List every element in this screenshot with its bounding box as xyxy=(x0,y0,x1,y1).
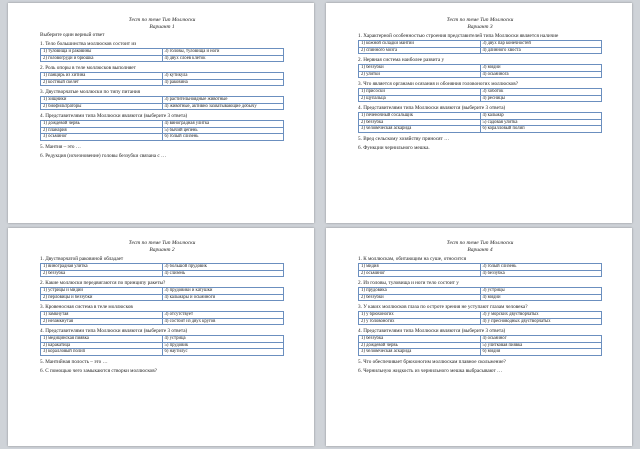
answer-option: 2) костный скелет xyxy=(41,79,163,86)
answer-option: 3) коралловый полип xyxy=(41,349,163,356)
answer-option: 1) мидия xyxy=(359,264,481,271)
question-block xyxy=(40,65,284,86)
question-block xyxy=(358,33,602,54)
answer-row xyxy=(41,318,284,325)
answer-option: 1) печеночный сосальщик xyxy=(359,113,481,120)
answer-option: 4) мидии xyxy=(480,294,602,301)
answer-option: 1) у брюхоногих xyxy=(359,312,481,319)
test-page-variant-4 xyxy=(326,228,632,446)
answer-row xyxy=(41,294,284,301)
variant-label: Вариант 2 xyxy=(149,246,175,253)
answer-option: 4) двух слоев клеток xyxy=(162,55,284,62)
answer-option: 3) двух пар конечностей xyxy=(480,41,602,48)
question-block xyxy=(358,328,602,356)
answer-option: 2) беззубка xyxy=(359,119,481,126)
question-text: 3. Двустворчатые моллюски по типу питания xyxy=(40,89,141,95)
answer-option: 2) улитки xyxy=(359,71,481,78)
answer-option: 4) устрица xyxy=(162,336,284,343)
question-block xyxy=(358,57,602,78)
answer-option: 2) биофильтраторы xyxy=(41,103,163,110)
answer-options-table xyxy=(40,263,284,277)
test-page-variant-2 xyxy=(8,228,314,446)
answer-options-table xyxy=(40,120,284,141)
test-title: Тест по теме Тип Моллюски xyxy=(128,17,196,23)
answer-option: 2) незамкнутая xyxy=(41,318,163,325)
answer-option: 1) хищники xyxy=(41,97,163,104)
answer-option: 3) у морских двустворчатых xyxy=(480,312,602,319)
question-block xyxy=(40,41,284,62)
answer-option: 2) осьминог xyxy=(359,270,481,277)
answer-option: 3) человеческая аскарида xyxy=(359,349,481,356)
test-page-variant-1 xyxy=(8,3,314,223)
answer-row xyxy=(359,294,602,301)
answer-option: 1) дождевой червь xyxy=(41,121,163,128)
question-block xyxy=(40,280,284,301)
answer-option: 1) беззубка xyxy=(359,336,481,343)
answer-option: 2) планария xyxy=(41,127,163,134)
answer-options-table xyxy=(40,48,284,62)
answer-option: 4) осьминог xyxy=(480,336,602,343)
answer-option: 5) садовая улитка xyxy=(480,119,602,126)
answer-option: 4) виноградная улитка xyxy=(162,121,284,128)
answer-option: 2) спинного мозга xyxy=(359,47,481,54)
open-question: 6. Редукция (исчезновение) головы беззубки связана с … xyxy=(40,152,167,159)
answer-row xyxy=(359,47,602,54)
answer-option: 3) отсутствует xyxy=(162,312,284,319)
open-question: 5. Что обеспечивает брюхоногим моллюскам плавное скольжение? xyxy=(358,358,506,365)
answer-option: 5) улитковая пиявка xyxy=(480,342,602,349)
question-block xyxy=(358,280,602,301)
answer-option: 6) мидия xyxy=(480,349,602,356)
question-block xyxy=(40,256,284,277)
answer-option: 1) панцирь из хитина xyxy=(41,73,163,80)
instructions: Выберите один верный ответ xyxy=(40,32,105,38)
answer-options-table xyxy=(358,40,602,54)
answer-options-table xyxy=(358,287,602,301)
answer-option: 1) беззубки xyxy=(359,65,481,72)
answer-option: 3) кутикула xyxy=(162,73,284,80)
answer-option: 1) замкнутая xyxy=(41,312,163,319)
answer-option: 2) беззубка xyxy=(41,270,163,277)
answer-option: 4) длинного хвоста xyxy=(480,47,602,54)
question-block xyxy=(358,105,602,133)
answer-option: 2) беззубки xyxy=(359,294,481,301)
question-text: 2. Нервная система наиболее развита у xyxy=(358,57,445,63)
answer-options-table xyxy=(40,96,284,110)
answer-option: 4) осьминога xyxy=(480,71,602,78)
answer-options-table xyxy=(40,72,284,86)
question-text: 4. Представителями типа Моллюски являются (выберите 3 ответа) xyxy=(40,328,188,334)
variant-label: Вариант 1 xyxy=(149,23,175,30)
answer-row xyxy=(41,79,284,86)
answer-row xyxy=(41,55,284,62)
answer-option: 2) у головоногих xyxy=(359,318,481,325)
answer-option: 3) хоботок xyxy=(480,89,602,96)
answer-row xyxy=(41,103,284,110)
test-title: Тест по теме Тип Моллюски xyxy=(446,240,514,246)
answer-option: 3) растительноядные животные xyxy=(162,97,284,104)
answer-option: 2) головогруди и брюшка xyxy=(41,55,163,62)
answer-row xyxy=(359,318,602,325)
answer-option: 4) беззубка xyxy=(480,270,602,277)
answer-options-table xyxy=(358,64,602,78)
answer-option: 3) голый слизень xyxy=(480,264,602,271)
test-title: Тест по теме Тип Моллюски xyxy=(446,17,514,23)
answer-row xyxy=(359,126,602,133)
question-text: 3. Кровеносная система в теле моллюсков xyxy=(40,304,133,310)
open-question: 5. Мантийная полость – это … xyxy=(40,358,108,365)
answer-options-table xyxy=(358,263,602,277)
answer-row xyxy=(41,349,284,356)
question-text: 4. Представителями типа Моллюски являются (выберите 3 ответа) xyxy=(358,105,506,111)
answer-option: 4) кальмары и осьминоги xyxy=(162,294,284,301)
answer-option: 1) присоски xyxy=(359,89,481,96)
question-text: 2. Роль опоры в теле моллюсков выполняет xyxy=(40,65,136,71)
answer-options-table xyxy=(40,311,284,325)
answer-option: 4) кальмар xyxy=(480,113,602,120)
page-content xyxy=(40,240,284,374)
answer-option: 1) кожной складки мантии xyxy=(359,41,481,48)
answer-option: 5) прудовик xyxy=(162,342,284,349)
answer-option: 3) головы, туловища и ноги xyxy=(162,49,284,56)
answer-row xyxy=(41,134,284,141)
question-text: 1. Двустворчатой раковиной обладает xyxy=(40,256,124,262)
answer-option: 2) перловицы и беззубки xyxy=(41,294,163,301)
answer-row xyxy=(359,71,602,78)
page-content xyxy=(40,17,284,159)
answer-options-table xyxy=(358,335,602,356)
question-block xyxy=(40,89,284,110)
answer-options-table xyxy=(358,88,602,102)
answer-option: 4) животные, активно захватывающие добычу xyxy=(162,103,284,110)
page-content xyxy=(358,240,602,374)
question-block xyxy=(40,304,284,325)
answer-option: 1) туловища и раковины xyxy=(41,49,163,56)
answer-option: 5) бычий цепень xyxy=(162,127,284,134)
question-block xyxy=(40,113,284,141)
question-text: 2. Какие моллюски передвигаются по принципу ракеты? xyxy=(40,280,166,286)
answer-option: 3) человеческая аскарида xyxy=(359,126,481,133)
answer-option: 3) большой прудовик xyxy=(162,264,284,271)
answer-option: 2) каракатица xyxy=(41,342,163,349)
question-text: 3. Что является органами осязания и обоняния головоногих моллюсков? xyxy=(358,81,518,87)
answer-option: 1) устрицы и мидии xyxy=(41,288,163,295)
answer-option: 3) мидии xyxy=(480,65,602,72)
answer-options-table xyxy=(358,311,602,325)
open-question: 6. Функции чернильного мешка. xyxy=(358,144,430,151)
question-text: 1. Тело большинства моллюсков состоит из xyxy=(40,41,137,47)
answer-option: 4) состоит из двух кругов xyxy=(162,318,284,325)
answer-option: 4) слизень xyxy=(162,270,284,277)
question-block xyxy=(358,304,602,325)
question-text: 1. Характерной особенностью строения представителей типа Моллюски является наличие xyxy=(358,33,559,39)
answer-option: 4) у пресноводных двустворчатых xyxy=(480,318,602,325)
question-text: 1. К моллюскам, обитающим на суше, относится xyxy=(358,256,467,262)
question-text: 4. Представителями типа Моллюски являются (выберите 3 ответа) xyxy=(358,328,506,334)
answer-option: 4) ресницы xyxy=(480,95,602,102)
variant-label: Вариант 3 xyxy=(467,23,493,30)
answer-options-table xyxy=(40,287,284,301)
question-block xyxy=(358,256,602,277)
page-content xyxy=(358,17,602,151)
test-page-variant-3 xyxy=(326,3,632,223)
answer-option: 2) дождевой червь xyxy=(359,342,481,349)
answer-options-table xyxy=(40,335,284,356)
answer-row xyxy=(359,95,602,102)
answer-option: 1) прудовика xyxy=(359,288,481,295)
answer-option: 2) щупальца xyxy=(359,95,481,102)
question-block xyxy=(40,328,284,356)
open-question: 5. Вред сельскому хозяйству приносят … xyxy=(358,135,450,142)
answer-options-table xyxy=(358,112,602,133)
answer-option: 3) прудовики и катушки xyxy=(162,288,284,295)
answer-option: 6) голый слизень xyxy=(162,134,284,141)
answer-row xyxy=(41,270,284,277)
question-text: 4. Представителями типа Моллюски являются (выберите 3 ответа) xyxy=(40,113,188,119)
question-text: 3. У каких моллюсков глаза по остроте зрения не уступают глазам человека? xyxy=(358,304,528,310)
answer-option: 3) устрицы xyxy=(480,288,602,295)
answer-option: 6) наутилус xyxy=(162,349,284,356)
variant-label: Вариант 4 xyxy=(467,246,493,253)
open-question: 5. Мантия – это … xyxy=(40,143,81,150)
answer-row xyxy=(359,349,602,356)
answer-option: 1) виноградная улитка xyxy=(41,264,163,271)
question-text: 2. Из головы, туловища и ноги тело состоит у xyxy=(358,280,459,286)
answer-option: 6) коралловый полип xyxy=(480,126,602,133)
question-block xyxy=(358,81,602,102)
answer-option: 4) раковина xyxy=(162,79,284,86)
open-question: 6. Чернильную жидкость из чернильного мешка выбрасывают … xyxy=(358,367,503,374)
answer-option: 1) медицинская пиявка xyxy=(41,336,163,343)
answer-row xyxy=(359,270,602,277)
test-title: Тест по теме Тип Моллюски xyxy=(128,240,196,246)
answer-option: 3) осьминог xyxy=(41,134,163,141)
open-question: 6. С помощью чего замыкаются створки моллюсков? xyxy=(40,367,157,374)
